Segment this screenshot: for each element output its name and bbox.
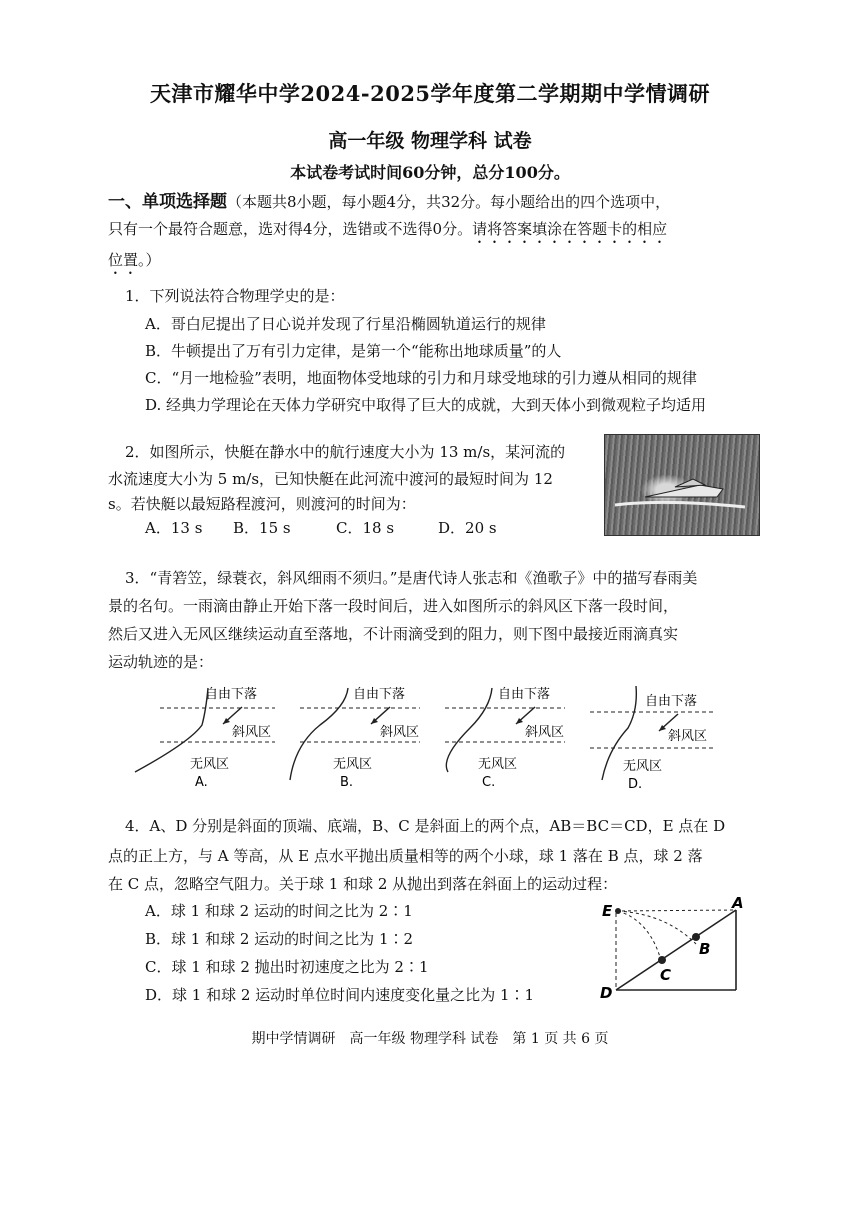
- figure-a: [135, 687, 275, 790]
- figure-d: [590, 686, 715, 792]
- raindrop-trajectory-figures: [130, 680, 740, 800]
- ball2-trajectory: [618, 911, 662, 964]
- q2-option-c: C．18 s: [336, 519, 395, 537]
- point-d-label: D: [600, 984, 613, 1002]
- q2-option-a: A．13 s: [145, 519, 203, 537]
- section1-intro-line1: [108, 192, 670, 212]
- q2-line1: 2．如图所示，快艇在静水中的航行速度大小为 13 m/s，某河流的: [125, 443, 566, 461]
- point-b-label: B: [699, 940, 711, 958]
- wake-shape: [615, 502, 745, 507]
- section1-intro-text3b: 。）: [138, 251, 161, 269]
- figure-c: [445, 687, 565, 790]
- figure-d-free-fall-label: 自由下落: [645, 694, 698, 709]
- q4-option-a: A．球 1 和球 2 运动的时间之比为 2∶1: [145, 902, 413, 920]
- q3-line3: 然后又进入无风区继续运动直至落地，不计雨滴受到的阻力，则下图中最接近雨滴真实: [108, 625, 679, 643]
- exam-subtitle: 高一年级 物理学科 试卷: [328, 130, 532, 152]
- q1-option-d: D. 经典力学理论在天体力学研究中取得了巨大的成就，大到天体小到微观粒子均适用: [145, 396, 707, 414]
- q2-line2: 水流速度大小为 5 m/s，已知快艇在此河流中渡河的最短时间为 12: [108, 470, 553, 488]
- q4-line1: 4．A、D 分别是斜面的顶端、底端，B、C 是斜面上的两个点，AB＝BC＝CD，E 点在 D: [125, 817, 726, 835]
- q2-line3: s。若快艇以最短路程渡河，则渡河的时间为：: [108, 495, 416, 513]
- point-c-marker: [658, 956, 666, 964]
- incline-diagram: [596, 896, 756, 1006]
- figure-a-letter: A.: [195, 775, 208, 790]
- q4-option-b: B．球 1 和球 2 运动的时间之比为 1∶2: [145, 930, 414, 948]
- e-to-a-dashed-line: [616, 910, 736, 911]
- figure-b-letter: B.: [340, 775, 354, 790]
- q3-line1: 3．“青箬笠，绿蓑衣，斜风细雨不须归。”是唐代诗人张志和《渔歌子》中的描写春雨美: [125, 569, 698, 587]
- exam-title: 天津市耀华中学2024-2025学年度第二学期期中学情调研: [149, 81, 711, 106]
- section1-intro-line3: [108, 250, 161, 278]
- point-e-label: E: [602, 902, 613, 920]
- section1-intro-text2b: 请将答案填涂在答题卡的相应: [472, 220, 668, 238]
- section1-heading: 一、单项选择题: [108, 192, 227, 212]
- q4-option-c: C．球 1 和球 2 抛出时初速度之比为 2∶1: [145, 958, 429, 976]
- figure-a-no-wind-label: 无风区: [190, 757, 230, 772]
- figure-c-free-fall-label: 自由下落: [498, 687, 551, 702]
- q3-line2: 景的名句。一雨滴由静止开始下落一段时间后，进入如图所示的斜风区下落一段时间，: [108, 597, 679, 615]
- figure-a-wind-label: 斜风区: [232, 725, 272, 740]
- time-info: 本试卷考试时间60分钟，总分100分。: [290, 163, 570, 182]
- point-e-marker: [615, 908, 621, 914]
- q1-stem: 1．下列说法符合物理学史的是：: [125, 287, 345, 305]
- speedboat-cabin-shape: [675, 479, 705, 487]
- figure-c-wind-label: 斜风区: [525, 725, 565, 740]
- q4-option-d: D．球 1 和球 2 运动时单位时间内速度变化量之比为 1∶1: [145, 986, 535, 1004]
- q4-line2: 点的正上方，与 A 等高，从 E 点水平抛出质量相等的两个小球，球 1 落在 B 点，球 2 落: [108, 847, 703, 865]
- figure-c-no-wind-label: 无风区: [478, 757, 518, 772]
- incline-slope-line: [616, 910, 736, 990]
- figure-b-free-fall-label: 自由下落: [353, 687, 406, 702]
- page-footer: 期中学情调研 高一年级 物理学科 试卷 第 1 页 共 6 页: [251, 1031, 609, 1047]
- figure-c-letter: C.: [482, 775, 496, 790]
- figure-a-free-fall-label: 自由下落: [205, 687, 258, 702]
- q1-option-b: B．牛顿提出了万有引力定律，是第一个“能称出地球质量”的人: [145, 342, 562, 360]
- figure-b-no-wind-label: 无风区: [333, 757, 373, 772]
- figure-b-wind-label: 斜风区: [380, 725, 420, 740]
- point-c-label: C: [660, 966, 672, 984]
- figure-d-wind-label: 斜风区: [668, 729, 708, 744]
- q3-line4: 运动轨迹的是：: [108, 653, 214, 671]
- section1-intro-text2a: 只有一个最符合题意，选对得4分，选错或不选得0分。: [108, 220, 473, 238]
- figure-d-letter: D.: [628, 777, 643, 792]
- figure-d-no-wind-label: 无风区: [623, 759, 663, 774]
- speedboat-graphic: [605, 435, 759, 535]
- section1-intro-text3a: 位置: [108, 251, 139, 269]
- section1-intro-line2: [108, 219, 667, 247]
- speedboat-photo: [604, 434, 760, 536]
- q4-line3: 在 C 点，忽略空气阻力。关于球 1 和球 2 从抛出到落在斜面上的运动过程：: [108, 875, 618, 893]
- q1-option-a: A．哥白尼提出了日心说并发现了行星沿椭圆轨道运行的规律: [145, 315, 546, 333]
- point-a-label: A: [732, 896, 744, 912]
- q2-option-b: B．15 s: [233, 519, 291, 537]
- section1-intro-text1: （本题共8小题，每小题4分，共32分。每小题给出的四个选项中，: [227, 193, 671, 211]
- q2-option-d: D．20 s: [438, 519, 497, 537]
- q1-option-c: C．“月一地检验”表明，地面物体受地球的引力和月球受地球的引力遵从相同的规律: [145, 369, 697, 387]
- figure-b: [290, 687, 420, 790]
